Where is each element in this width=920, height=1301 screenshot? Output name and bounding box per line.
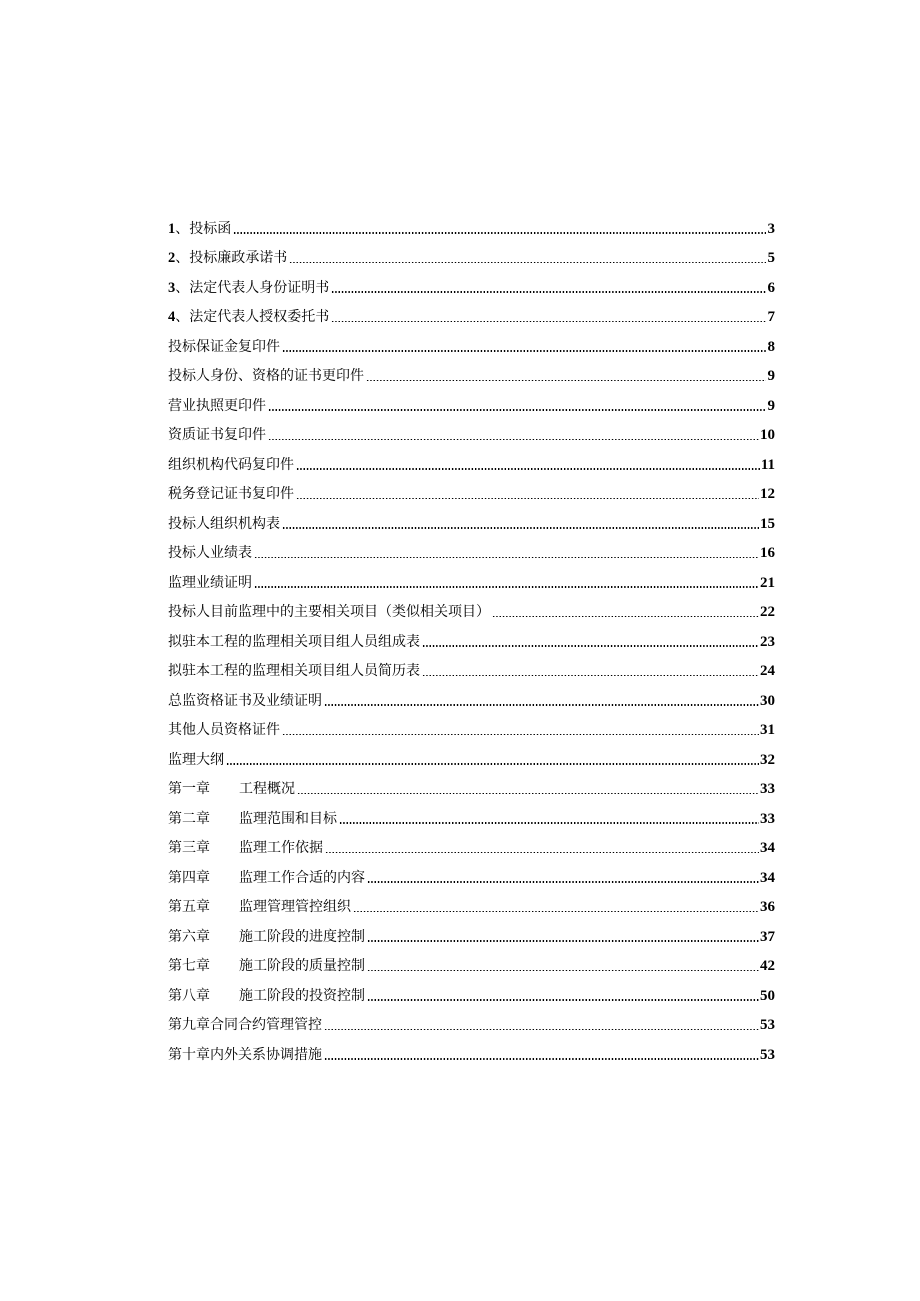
toc-page-number: 11: [760, 456, 775, 473]
toc-entry-title: [168, 515, 280, 533]
toc-entry[interactable]: [168, 710, 775, 740]
toc-entry[interactable]: [168, 798, 775, 828]
toc-page-number: 33: [760, 810, 775, 827]
toc-page-number: 42: [760, 958, 775, 974]
toc-dot-leader: [422, 645, 759, 647]
toc-entry-title-text: 、法定代表人身份证明书: [175, 279, 330, 296]
toc-entry-title: [168, 338, 280, 356]
toc-entry-title-text: 第十章内外关系协调措施: [168, 1046, 322, 1063]
toc-entry-title: [168, 898, 239, 916]
toc-entry-title-text: 组织机构代码复印件: [168, 456, 294, 473]
toc-page-number: 36: [760, 899, 775, 915]
toc-entry-chapter-title: 监理管理管控组织: [239, 899, 351, 915]
toc-page-number: 53: [760, 1046, 775, 1063]
toc-entry[interactable]: [168, 828, 775, 858]
toc-entry[interactable]: [168, 916, 775, 946]
toc-page-number: 5: [767, 250, 775, 266]
toc-dot-leader: [254, 557, 759, 559]
toc-entry-title: [168, 751, 224, 769]
toc-entry-title: [168, 603, 490, 621]
toc-entry-title-text: 第六章: [168, 928, 210, 945]
toc-page-number: 30: [760, 692, 775, 709]
toc-entry[interactable]: [168, 946, 775, 976]
toc-page-number: 22: [760, 604, 775, 620]
toc-page-number: 34: [760, 869, 775, 886]
toc-page-number: 34: [760, 840, 775, 856]
toc-dot-leader: [297, 793, 759, 795]
toc-entry-title: [168, 544, 252, 562]
toc-entry-title: [168, 308, 329, 326]
toc-entry-title-text: 投标人身份、资格的证书更印件: [168, 368, 364, 384]
toc-entry[interactable]: [168, 592, 775, 622]
toc-page-number: 3: [767, 220, 775, 237]
toc-entry-chapter-title: 施工阶段的投资控制: [239, 987, 365, 1004]
toc-dot-leader: [339, 822, 759, 824]
toc-entry-title-text: 监理业绩证明: [168, 574, 252, 591]
toc-dot-leader: [282, 734, 759, 736]
toc-page-number: 9: [767, 397, 775, 414]
toc-entry-title-text: 第四章: [168, 869, 210, 886]
toc-entry-title: [168, 633, 420, 651]
toc-entry-chapter-title: 监理工作合适的内容: [239, 869, 365, 886]
toc-entry[interactable]: [168, 356, 775, 386]
toc-entry[interactable]: [168, 415, 775, 445]
toc-entry-chapter-title: 监理工作依据: [239, 840, 323, 856]
toc-dot-leader: [331, 321, 766, 323]
toc-entry-title: [168, 220, 231, 238]
toc-entry-title-text: 其他人员资格证件: [168, 722, 280, 738]
toc-entry[interactable]: [168, 238, 775, 268]
toc-dot-leader: [324, 1029, 759, 1031]
toc-entry-title: [168, 987, 239, 1005]
toc-dot-leader: [296, 468, 760, 470]
toc-page-number: 7: [767, 309, 775, 325]
toc-entry-title-text: 投标人组织机构表: [168, 515, 280, 532]
toc-entry-title-text: 、法定代表人授权委托书: [175, 309, 330, 325]
toc-dot-leader: [268, 409, 766, 411]
toc-page-number: 23: [760, 633, 775, 650]
toc-page-number: 8: [767, 338, 775, 355]
toc-entry-title-text: 、投标廉政承诺书: [175, 250, 288, 266]
toc-dot-leader: [492, 616, 759, 618]
toc-page-number: 9: [767, 368, 775, 384]
toc-dot-leader: [268, 439, 759, 441]
toc-entry-title: [168, 1046, 322, 1064]
toc-dot-leader: [367, 999, 759, 1001]
toc-entry[interactable]: [168, 267, 775, 297]
toc-page-number: 12: [760, 486, 775, 502]
toc-entry[interactable]: [168, 562, 775, 592]
toc-dot-leader: [282, 527, 759, 529]
toc-entry-title: [168, 662, 420, 680]
toc-dot-leader: [254, 586, 759, 588]
toc-dot-leader: [296, 498, 759, 500]
toc-entry-chapter-title: 施工阶段的进度控制: [239, 928, 365, 945]
toc-entry-title: [168, 692, 322, 710]
toc-dot-leader: [324, 704, 759, 706]
toc-entry[interactable]: [168, 385, 775, 415]
toc-entry[interactable]: [168, 326, 775, 356]
toc-entry[interactable]: [168, 975, 775, 1005]
toc-entry-number: 4: [168, 309, 176, 325]
toc-page-number: 6: [767, 279, 775, 296]
toc-entry-title-text: 投标保证金复印件: [168, 338, 280, 355]
toc-entry-title-text: 总监资格证书及业绩证明: [168, 692, 322, 709]
toc-page-number: 53: [760, 1017, 775, 1033]
toc-entry-number: 1: [168, 220, 176, 237]
toc-entry-chapter-title: 施工阶段的质量控制: [239, 958, 365, 974]
toc-dot-leader: [324, 1058, 759, 1060]
toc-page-number: 15: [760, 515, 775, 532]
toc-entry[interactable]: [168, 503, 775, 533]
toc-entry[interactable]: [168, 887, 775, 917]
toc-entry-number: 2: [168, 250, 176, 266]
table-of-contents: [168, 208, 775, 1064]
toc-dot-leader: [282, 350, 766, 352]
toc-entry-title-text: 投标人目前监理中的主要相关项目（类似相关项目）: [168, 604, 490, 620]
toc-page-number: 24: [760, 663, 775, 679]
toc-entry-title: [168, 839, 239, 857]
toc-entry-title: [168, 928, 239, 946]
toc-page-number: 32: [760, 751, 775, 768]
toc-entry-title-text: 第二章: [168, 810, 210, 827]
toc-entry-number: 3: [168, 279, 176, 296]
toc-entry-title: [168, 426, 266, 444]
toc-entry-title-text: 监理大纲: [168, 751, 224, 768]
toc-entry[interactable]: [168, 297, 775, 327]
toc-entry[interactable]: [168, 769, 775, 799]
toc-dot-leader: [331, 291, 766, 293]
toc-page-number: 50: [760, 987, 775, 1004]
toc-entry-title: [168, 869, 239, 887]
toc-entry[interactable]: [168, 1034, 775, 1064]
toc-entry-title: [168, 957, 239, 975]
toc-entry-title-text: 第三章: [168, 840, 210, 856]
toc-entry-title-text: 营业执照更印件: [168, 397, 266, 414]
toc-page-number: 31: [760, 722, 775, 738]
toc-entry[interactable]: [168, 680, 775, 710]
toc-entry-title-text: 第八章: [168, 987, 210, 1004]
toc-entry[interactable]: [168, 474, 775, 504]
toc-entry-title: [168, 1016, 322, 1034]
toc-entry-title: [168, 367, 364, 385]
toc-entry-chapter-title: 监理范围和目标: [239, 810, 337, 827]
toc-entry[interactable]: [168, 1005, 775, 1035]
toc-entry-title-text: 第九章合同合约管理管控: [168, 1017, 322, 1033]
toc-entry-title-text: 投标人业绩表: [168, 545, 252, 561]
toc-entry-title-text: 资质证书复印件: [168, 427, 266, 443]
toc-entry-title-text: 拟驻本工程的监理相关项目组人员组成表: [168, 633, 420, 650]
toc-entry-title-text: 税务登记证书复印件: [168, 486, 294, 502]
toc-entry-title: [168, 780, 239, 798]
toc-entry-title-text: 第五章: [168, 899, 210, 915]
toc-entry-title-text: 拟驻本工程的监理相关项目组人员简历表: [168, 663, 420, 679]
toc-dot-leader: [325, 852, 759, 854]
toc-entry-title-text: 第七章: [168, 958, 210, 974]
toc-entry-title: [168, 810, 239, 828]
toc-dot-leader: [233, 232, 766, 234]
toc-page-number: 10: [760, 427, 775, 443]
toc-page-number: 37: [760, 928, 775, 945]
toc-entry-title: [168, 397, 266, 415]
toc-entry[interactable]: [168, 651, 775, 681]
toc-entry-title-text: 、投标函: [175, 220, 232, 237]
toc-entry-title: [168, 249, 287, 267]
toc-dot-leader: [367, 881, 759, 883]
toc-entry[interactable]: [168, 208, 775, 238]
toc-dot-leader: [289, 262, 766, 264]
toc-dot-leader: [422, 675, 759, 677]
toc-page-number: 21: [760, 574, 775, 591]
toc-dot-leader: [353, 911, 759, 913]
toc-entry[interactable]: [168, 857, 775, 887]
toc-entry-title: [168, 721, 280, 739]
toc-entry-chapter-title: 工程概况: [239, 781, 295, 797]
toc-entry[interactable]: [168, 621, 775, 651]
toc-dot-leader: [367, 970, 759, 972]
toc-entry-title: [168, 574, 252, 592]
toc-entry-title: [168, 279, 329, 297]
toc-entry[interactable]: [168, 533, 775, 563]
toc-dot-leader: [367, 940, 759, 942]
toc-entry-title-text: 第一章: [168, 781, 210, 797]
toc-entry-title: [168, 485, 294, 503]
toc-entry-title: [168, 456, 294, 474]
toc-dot-leader: [226, 763, 759, 765]
toc-entry[interactable]: [168, 444, 775, 474]
toc-dot-leader: [366, 380, 766, 382]
toc-page-number: 33: [760, 781, 775, 797]
toc-page-number: 16: [760, 545, 775, 561]
toc-entry[interactable]: [168, 739, 775, 769]
